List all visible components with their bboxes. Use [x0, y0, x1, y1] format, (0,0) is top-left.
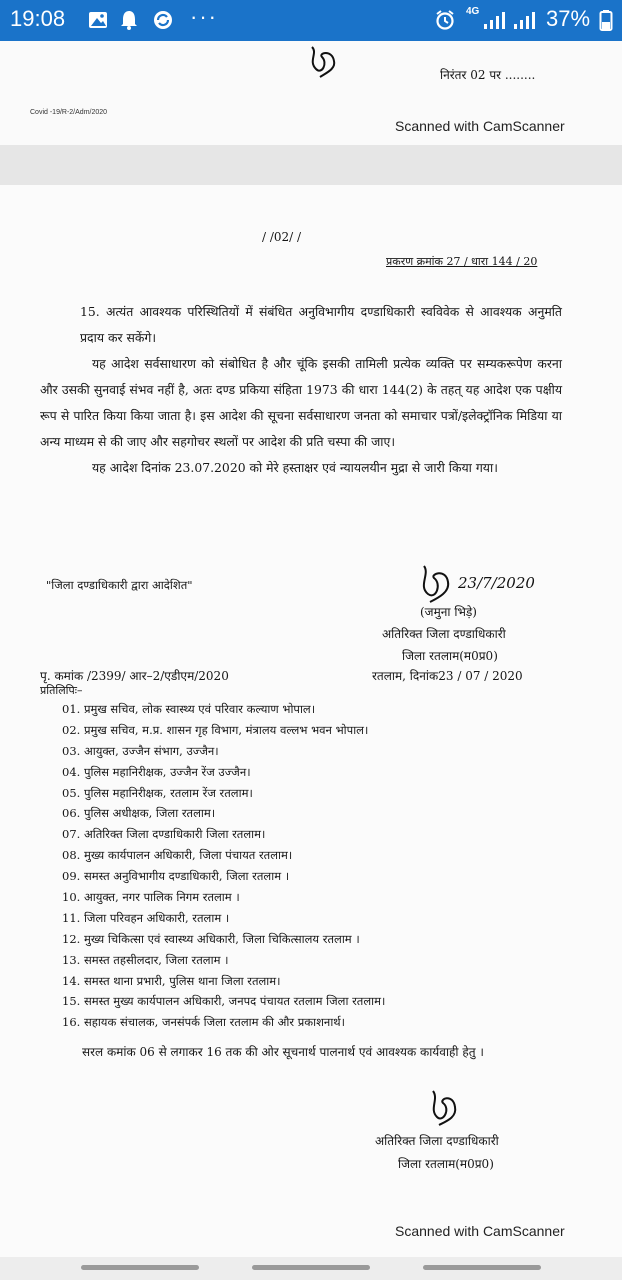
signature-icon [302, 43, 342, 79]
nav-back-handle[interactable] [423, 1265, 541, 1270]
officer-district: जिला रतलाम(म0प्र0) [402, 649, 498, 663]
network-type: 4G [466, 6, 480, 17]
list-item: 09. समस्त अनुविभागीय दण्डाधिकारी, जिला रतलाम । [62, 869, 290, 884]
scanned-page-1 [0, 41, 622, 145]
second-designation: अतिरिक्त जिला दण्डाधिकारी [375, 1134, 499, 1148]
order-body [40, 299, 562, 481]
sync-icon [152, 9, 174, 31]
officer-name: (जमुना भिड़े) [420, 605, 477, 619]
list-item: 03. आयुक्त, उज्जैन संभाग, उज्जैन। [62, 743, 219, 758]
continue-note: निरंतर 02 पर ........ [440, 68, 536, 82]
case-reference: प्रकरण क्रमांक 27 / धारा 144 / 20 [386, 255, 538, 268]
list-item: 06. पुलिस अधीक्षक, जिला रतलाम। [62, 806, 216, 821]
endorsement-number: पृ. कमांक /2399/ आर–2/एडीएम/2020 [40, 669, 229, 683]
status-time: 19:08 [10, 6, 66, 31]
list-item: 14. समस्त थाना प्रभारी, पुलिस थाना जिला रतलाम। [62, 973, 281, 988]
navigation-bar [0, 1257, 622, 1280]
list-item: 16. सहायक संचालक, जनसंपर्क जिला रतलाम की और प्रकाशनार्थ। [62, 1015, 346, 1030]
issue-date-paragraph: यह आदेश दिनांक 23.07.2020 को मेरे हस्ताक्षर एवं न्यायलयीन मुद्रा से जारी किया गया। [92, 460, 498, 475]
nav-home-handle[interactable] [252, 1265, 370, 1270]
scanned-page-2 [0, 185, 622, 1257]
action-note: सरल कमांक 06 से लगाकर 16 तक की ओर सूचनार्थ पालनार्थ एवं आवश्यक कार्यवाही हेतु । [82, 1045, 484, 1059]
camscanner-watermark: Scanned with CamScanner [395, 118, 565, 134]
page-number: / /02/ / [262, 230, 302, 244]
officer-signature [412, 560, 542, 608]
nav-recent-handle[interactable] [81, 1265, 199, 1270]
officer-designation: अतिरिक्त जिला दण्डाधिकारी [382, 627, 506, 641]
notification-bell-icon [118, 9, 140, 31]
list-item: 07. अतिरिक्त जिला दण्डाधिकारी जिला रतलाम। [62, 827, 266, 842]
list-item: 11. जिला परिवहन अधिकारी, रतलाम । [62, 910, 230, 925]
page-gap [0, 145, 622, 185]
battery-icon [599, 9, 613, 31]
signature-date: 23/7/2020 [458, 574, 535, 592]
list-item: 12. मुख्य चिकित्सा एवं स्वास्थ्य अधिकारी, जिला चिकित्सालय रतलाम । [62, 931, 360, 946]
list-item: 01. प्रमुख सचिव, लोक स्वास्थ्य एवं परिवार कल्याण भोपाल। [62, 702, 316, 716]
second-district: जिला रतलाम(म0प्र0) [398, 1157, 494, 1171]
list-item: 15. समस्त मुख्य कार्यपालन अधिकारी, जनपद पंचायत रतलाम जिला रतलाम। [62, 994, 386, 1009]
alarm-icon [434, 9, 456, 31]
copies-list [62, 699, 385, 1033]
list-item: 04. पुलिस महानिरीक्षक, उज्जैन रेंज उज्जैन। [62, 764, 251, 779]
battery-percent: 37% [546, 6, 591, 31]
order-by: "जिला दण्डाधिकारी द्वारा आदेशित" [46, 578, 193, 592]
status-more: ··· [190, 4, 218, 29]
place-date: रतलाम, दिनांक23 / 07 / 2020 [372, 669, 523, 683]
copies-label: प्रतिलिपिः– [40, 684, 83, 697]
camscanner-watermark: Scanned with CamScanner [395, 1223, 565, 1239]
image-icon [87, 9, 109, 31]
list-item: 05. पुलिस महानिरीक्षक, रतलाम रेंज रतलाम। [62, 785, 253, 800]
signal-icon [482, 9, 542, 31]
list-item: 13. समस्त तहसीलदार, जिला रतलाम । [62, 952, 229, 967]
list-item: 08. मुख्य कार्यपालन अधिकारी, जिला पंचायत रतलाम। [62, 848, 293, 863]
list-item: 10. आयुक्त, नगर पालिक निगम रतलाम । [62, 890, 240, 905]
list-item: 02. प्रमुख सचिव, म.प्र. शासन गृह विभाग, मंत्रालय वल्लभ भवन भोपाल। [62, 722, 369, 737]
second-signature [425, 1087, 465, 1127]
file-reference: Covid -19/R-2/Adm/2020 [30, 109, 108, 116]
clause-15: 15. अत्यंत आवश्यक परिस्थितियों में संबंधित अनुविभागीय दण्डाधिकारी स्वविवेक से आवश्यक अनुमति प्रदाय कर सकेंगे। [80, 304, 562, 345]
order-paragraph: यह आदेश सर्वसाधारण को संबोधित है और चूंकि इसकी तामिली प्रत्येक व्यक्ति पर सम्यकरूपेण करना और उसकी सुनवाई संभव नहीं है, अतः दण्ड प्रकिया संहिता 1973 की धारा 144(2) के तहत् यह आदेश एक पक्षीय रूप से पारित किया किया जाता है। इस आदेश की सूचना सर्वसाधारण जनता को समाचार पत्रों/इलेक्ट्रॉनिक मिडिया या अन्य माध्यम से की जाए और सहगोचर स्थलों पर आदेश की प्रति चस्पा की जाए। [40, 356, 562, 449]
status-bar [0, 0, 622, 41]
